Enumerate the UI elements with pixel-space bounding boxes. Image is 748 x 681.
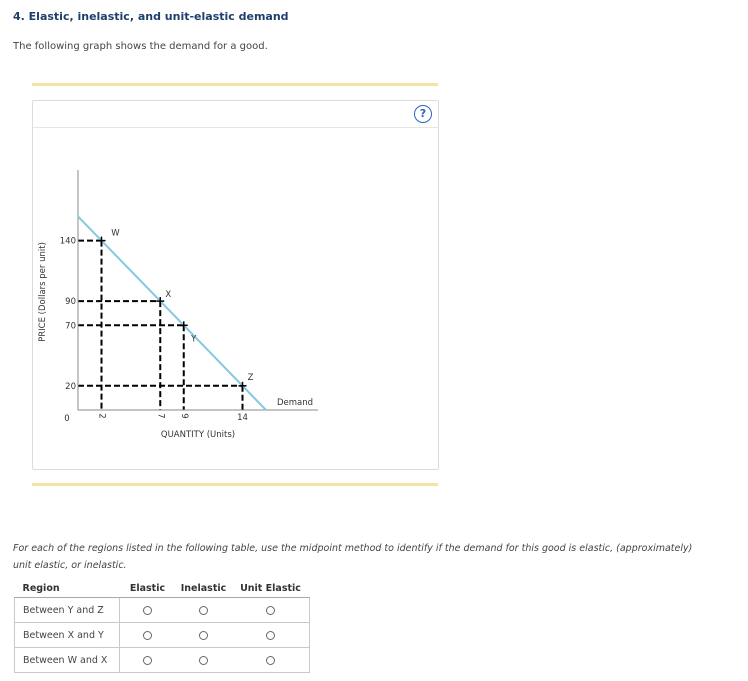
unit-elastic-radio[interactable] [266,656,275,665]
cell-inelastic [176,598,232,623]
x-tick-label: 14 [237,413,248,423]
inelastic-radio[interactable] [199,631,208,640]
cell-elastic [120,598,176,623]
region-label: Between W and X [15,648,120,673]
instructions-text: For each of the regions listed in the following table, use the midpoint method to identify if the demand for this good is elastic, (approximately) unit elastic, or inelastic. [13,543,693,571]
cell-inelastic [176,623,232,648]
cell-unit-elastic [232,623,310,648]
y-tick-label: 140 [59,236,76,247]
x-tick-label: 9 [178,413,189,419]
inelastic-radio[interactable] [199,606,208,615]
x-tick-label: 2 [96,413,107,419]
point-label-x: X [165,290,172,301]
table-row [15,648,310,673]
unit-elastic-radio[interactable] [266,631,275,640]
origin-label: 0 [64,414,70,424]
cell-unit-elastic [232,648,310,673]
demand-curve [78,216,266,410]
cell-elastic [120,623,176,648]
header-inelastic: Inelastic [176,580,232,598]
elasticity-table [14,580,310,673]
y-tick-label: 90 [65,297,76,308]
y-axis-label: PRICE (Dollars per unit) [38,242,48,342]
cell-unit-elastic [232,598,310,623]
x-axis-label: QUANTITY (Units) [160,430,236,440]
elastic-radio[interactable] [143,631,152,640]
demand-label: Demand [277,398,314,408]
bottom-divider [32,483,438,486]
header-elastic: Elastic [120,580,176,598]
header-unit-elastic: Unit Elastic [232,580,310,598]
inelastic-radio[interactable] [199,656,208,665]
elastic-radio[interactable] [143,606,152,615]
point-label-z: Z [247,372,254,383]
unit-elastic-radio[interactable] [266,606,275,615]
table-row [15,598,310,623]
region-label: Between Y and Z [15,598,120,623]
y-tick-label: 70 [65,321,76,332]
elastic-radio[interactable] [143,656,152,665]
question-title: 4. Elastic, inelastic, and unit-elastic demand [13,10,289,23]
x-tick-label: 7 [155,413,166,419]
help-icon[interactable]: ? [414,105,432,123]
cell-elastic [120,648,176,673]
table-row [15,623,310,648]
question-intro: The following graph shows the demand for a good. [13,41,268,52]
point-label-y: Y [191,334,197,345]
region-label: Between X and Y [15,623,120,648]
cell-inelastic [176,648,232,673]
header-region: Region [15,580,120,598]
point-label-w: W [111,228,120,239]
y-tick-label: 20 [65,381,76,392]
